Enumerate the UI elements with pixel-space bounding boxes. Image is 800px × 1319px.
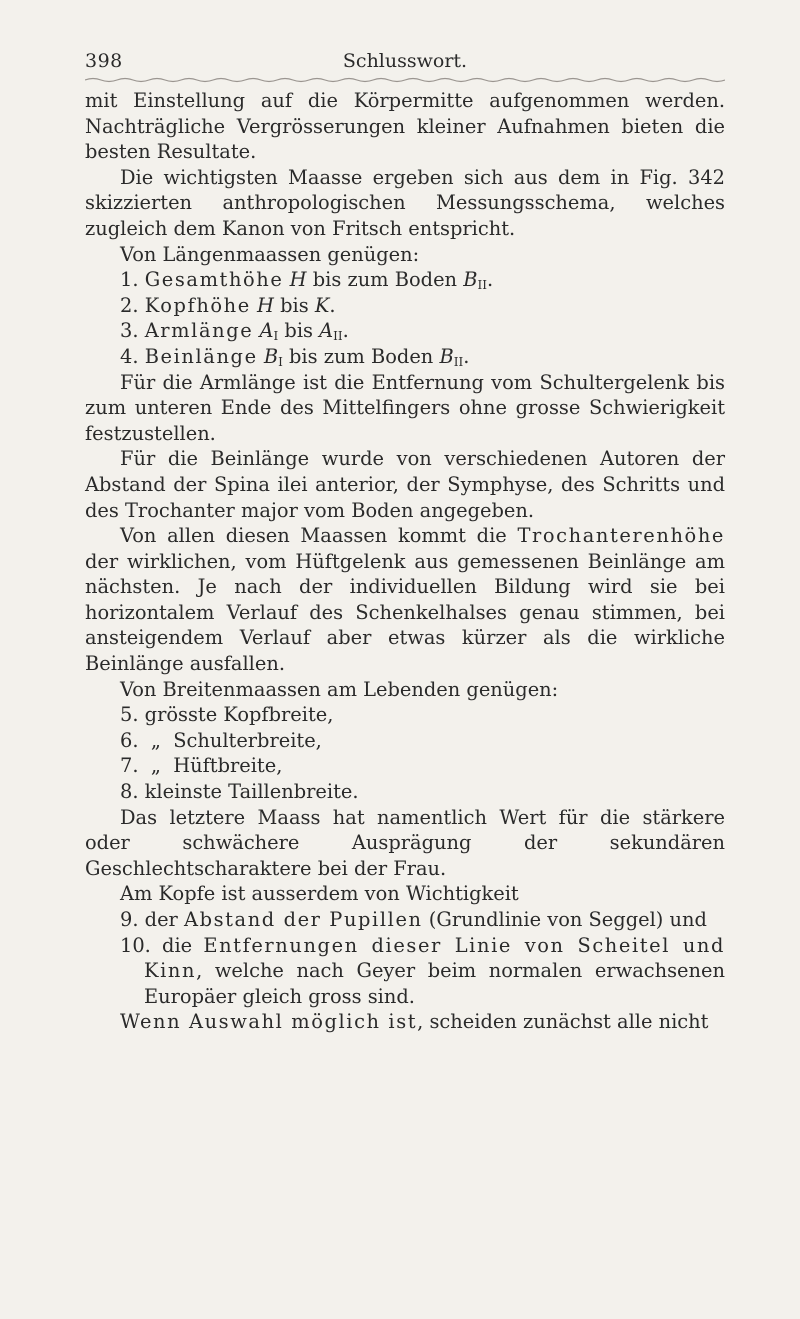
list-item: 10. die Entfernungen dieser Linie von Scheitel und Kinn, welche nach Geyer beim normalen erwachsenen Europäer gleich gross sind. bbox=[120, 933, 726, 1008]
list-item: 1. Gesamthöhe H bis zum Boden $B_{II}$. bbox=[120, 268, 494, 293]
paragraph: Die wichtigsten Maasse ergeben sich aus dem in Fig. 342 skizzierten anthropologischen Messungsschema, welches zugleich dem Kanon von Fritsch entspricht. bbox=[85, 165, 725, 240]
paragraph: Das letztere Maass hat namentlich Wert für die stärkere oder schwächere Ausprägung der sekundären Geschlechtscharaktere bei der Frau. bbox=[85, 805, 725, 880]
paragraph: Wenn Auswahl möglich ist, scheiden zunächst alle nicht bbox=[120, 1010, 709, 1034]
page-header bbox=[85, 50, 725, 78]
list-item: 2. Kopfhöhe H bis K. bbox=[120, 293, 336, 317]
list-item: 7. „ Hüftbreite, bbox=[120, 754, 283, 778]
list-item: 4. Beinlänge $B_I$ bis zum Boden $B_{II}$. bbox=[120, 344, 470, 369]
paragraph: Am Kopfe ist ausserdem von Wichtigkeit bbox=[120, 882, 519, 906]
paragraph: Von Breitenmaassen am Lebenden genügen: bbox=[120, 677, 559, 701]
running-title: Schlusswort. bbox=[342, 50, 468, 72]
paragraph: Von allen diesen Maassen kommt die Trochanterenhöhe der wirklichen, vom Hüftgelenk aus gemessenen Beinlänge am nächsten. Je nach der individuellen Bildung wird sie bei horizontalem Verlauf des Schenkelhalses genau stimmen, bei ansteigendem Verlauf aber etwas kürzer als die wirkliche Beinlänge ausfallen. bbox=[85, 524, 725, 676]
header-rule bbox=[85, 76, 725, 84]
paragraph: Von Längenmaassen genügen: bbox=[120, 242, 420, 266]
list-item: 5. grösste Kopfbreite, bbox=[120, 703, 334, 727]
body-text bbox=[85, 88, 725, 1035]
list-item: 3. Armlänge $A_I$ bis $A_{II}$. bbox=[120, 319, 349, 344]
list-item: 9. der Abstand der Pupillen (Grundlinie von Seggel) und bbox=[120, 908, 707, 931]
paragraph: Für die Armlänge ist die Entfernung vom Schultergelenk bis zum unteren Ende des Mittelfingers ohne grosse Schwierigkeit festzustellen. bbox=[85, 370, 725, 445]
page-number: 398 bbox=[85, 50, 123, 72]
paragraph: mit Einstellung auf die Körpermitte aufgenommen werden. Nachträgliche Vergrösserungen kleiner Aufnahmen bieten die besten Resultate. bbox=[85, 89, 725, 164]
list-item: 8. kleinste Taillenbreite. bbox=[120, 780, 359, 804]
list-item: 6. „ Schulterbreite, bbox=[120, 728, 322, 752]
paragraph: Für die Beinlänge wurde von verschiedenen Autoren der Abstand der Spina ilei anterior, der Symphyse, des Schritts und des Trochanter major vom Boden angegeben. bbox=[85, 447, 725, 522]
